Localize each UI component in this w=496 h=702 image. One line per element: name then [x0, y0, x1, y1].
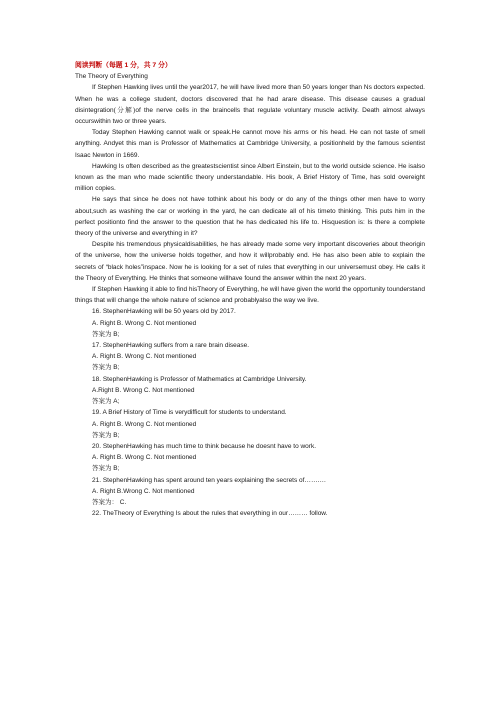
paragraph: Hawking Is often described as the greatestscientist since Albert Einstein, but to the world outside science. He isalso known as the man who made scientific theory understandable. His book, A Brief History of Time, has sold overeight million copies.: [75, 162, 425, 193]
question-answer: 答案为 B;: [92, 431, 120, 439]
question-stem: 17. StephenHawking suffers from a rare brain disease.: [92, 342, 250, 350]
question-stem: 22. TheTheory of Everything Is about the rules that everything in our……… follow.: [92, 510, 328, 518]
question-answer: 答案为： C.: [92, 498, 127, 506]
paragraph: Today Stephen Hawking cannot walk or speak.He cannot move his arms or his head. He can not taste of smell anything. Andyet this man is Professor of Mathematics at Cambridge University, a positionheld by the famous scientist Isaac Newton in 1669.: [75, 129, 425, 159]
question-options: A. Right B. Wrong C. Not mentioned: [92, 454, 197, 462]
question-options: A. Right B. Wrong C. Not mentioned: [92, 353, 197, 361]
question-options: A.Right B. Wrong C. Not mentioned: [92, 386, 195, 394]
paragraph: Despite his tremendous physicaldisabilities, he has already made some very important discoveries about theorigin of the universe, how the universe holds together, and how it willprobably end. He has also been able to explain the secrets of “black holes”inspace. Now he is looking for a set of rules that everything in our universemust obey. He calls it the Theory of Everything. He thinks that someone willhave found the answer within the next 20 years.: [75, 241, 425, 282]
question-stem: 16. StephenHawking will be 50 years old by 2017.: [92, 308, 236, 316]
passage-title: The Theory of Everything: [75, 73, 148, 81]
question-answer: 答案为 B;: [92, 330, 120, 338]
question-stem: 19. A Brief History of Time is verydifficult for students to understand.: [92, 409, 287, 417]
question-answer: 答案为 B;: [92, 465, 120, 473]
question-stem: 20. StephenHawking has much time to think because he doesnt have to work.: [92, 442, 317, 450]
question-answer: 答案为 A;: [92, 398, 120, 406]
paragraph: If Stephen Hawking lives until the year2017, he will have lived more than 50 years longer than Ns doctors expected. When he was a college student, doctors discovered that he had arare disease. This disease causes a gradual disintegration(分解)of the nerve cells in the braincells that regulate voluntary muscle activity. Death almost always occurswithin two or three years.: [75, 84, 425, 126]
question-options: A. Right B. Wrong C. Not mentioned: [92, 319, 197, 327]
document-page: [75, 60, 425, 519]
section-title: 阅读判断（每题 1 分，共 7 分）: [75, 62, 172, 69]
question-options: A. Right B.Wrong C. Not mentioned: [92, 487, 195, 495]
question-stem: 21. StephenHawking has spent around ten years explaining the secrets of……….: [92, 476, 326, 484]
question-options: A. Right B. Wrong C. Not mentioned: [92, 420, 197, 428]
paragraph: If Stephen Hawking it able to find hisTheory of Everything, he will have given the world the opportunity tounderstand things that will change the whole nature of science and probablyalso the way we live.: [75, 286, 425, 305]
question-stem: 18. StephenHawking is Professor of Mathematics at Cambridge University.: [92, 375, 307, 383]
question-answer: 答案为 B;: [92, 364, 120, 372]
paragraph: He says that since he does not have tothink about his body or do any of the things other men have to worry about,such as washing the car or working in the yard, he can dedicate all of his timeto thinking. This puts him in the perfect positionto find the answer to the question that he has dedicated his life to. Hisquestion is: Is there a complete theory of the universe and everything in it?: [75, 196, 425, 238]
